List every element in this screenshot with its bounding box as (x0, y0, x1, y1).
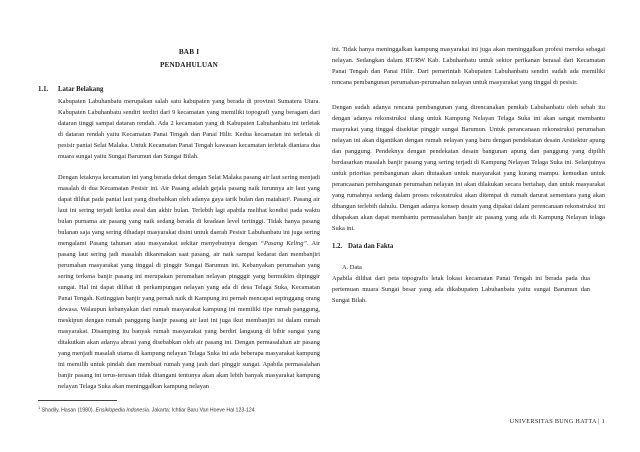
right-paragraph-2: Dengan sudah adanya rencana pembangunan yang direncanakan pemkab Labuhanbatu oleh sebab itu dengan adanya rekonstruksi ulang untuk Kampung Nelayan Telaga Suka ini akan sangat membantu masyrakat yang tinggal disekitar pinggir sungai Barumun. Untuk perancanaan rekonstruksi perumahan nelayan ini akan digantikan dengan rumah nelayan yang baru dengan pendekatan desain Arsitektur apung dan panggung. Pendeknya dengan pendekatan desain bangunan apung dan panggung yang dipilih berdasarkan masalah banjir pasang yang sering terjadi di Kampung Nelayan Telaga Suka ini. Selanjutnya untuk prioritas pembangunan akan diutaakan untuk masyarakat yang kurang mampu. kemudian untuk perancaanan pembangunan perumahan nelayan ini akan dilakukan secara bertahap, dan untuk masyarakat yang rumahnya sedang dalam proses rekonstruksi akan ditempat di rumah darurat sementara yang akan dibangun terlebih dahulu. Dengan adanya konsep desain yang dipakai dalam perencanaan rekonstruksi ini dihapakan akan dapat membantu permasalahan banjir air pasang yang ada di Kampung Nelayan telaga Suka ini. (332, 104, 605, 232)
footnote-separator-line (38, 400, 117, 401)
left-paragraph-2-continued: . Air pasang laut sering jadi masalah dikarenakan saat pasang, air naik sampai kedarat dan membanjiri perumahan masyarakat yang tinggal di pinggir Sungai Barumun ini. Kebanyakan perumahan yang sering terkena banjir pasang ini merupakan perumahan nelayan pingggir yang bermukim dipinggir sungai. Hal ini dapat dilihat di perkampungan nelayan yang ada di desa Telaga Suka, Kecamatan Panai Tengah. Ketinggian banjir yang pernah naik di Kampung ini pernah mencapai sepinggang orang dewasa. Walaupun kebanyakan dari rumah masyarakat kampung ini memiliki tipe rumah panggung, meskipun dengan rumah panggung banjir pasang air laut ini juga ikut membanjiri isi dalam rumah masyarakat. Disamping itu banyak rumah masyarakat yang berdiri langsung di bibir sungai yang ditakutkan akan adanya abrasi yang disebabkan oleh air pasang ini. Dengan permasalahan air pasang yang menjadi masalah utama di kampung nelayan Telaga Suka ini ada beberapa masyarakat kampung ini memilih untuk pindah dan membuat rumah yang jauh dari pinggir sungai. Apabila permasalahan banjir pasang ini terus-terusan tidak ditangani tentunya akan akan lebih banyak masyarakat kampung nelayan Telaga Suka akan meninggalkan kampung nelayan (58, 240, 320, 390)
section-heading-1-1 (38, 84, 320, 95)
chapter-title-line2: PENDAHULUAN (159, 61, 219, 69)
left-column (58, 96, 320, 392)
section-1-2-title: Data dan Fakta (348, 243, 394, 250)
left-paragraph-1: Kabupaten Labuhanbatu merupakan salah satu kabupaten yang berada di provinsi Sumatera Utara. Kabupaten Labuhanbatu sendiri terdiri dari 9 kecamatan yang memiliki topografi yang beragam dari dataran tinggi sampai dataran rendah. Ada 2 kecamatan yang di Kabupaten Labuhanbatu ini terletak di dataran rendah yaitu Kecamatan Panai Tengah dan Panai Hilir. Kedua kecamatan ini terletak di pesisir pantai Selat Malaka. Untuk Kecamatan Panai Tengah kawasan kecamatan terletak diantara dua muara sungai yaitu Sungai Barumun dan Sungai Bilah. (58, 98, 320, 160)
right-column (332, 44, 605, 306)
left-paragraph-2 (58, 172, 320, 392)
section-1-2-number: 1.2. (332, 243, 343, 250)
footnote (38, 404, 338, 415)
page-footer: UNIVERSITAS BUNG HATTA | 1 (509, 418, 605, 425)
footnote-publisher: Jakarta: Ichtiar Baru Van Hoeve Hal 123-124 (150, 407, 255, 414)
list-item-a-data: A. Data (342, 264, 362, 271)
section-heading-1-2 (332, 241, 605, 252)
chapter-title-line1: BAB I (178, 48, 200, 56)
section-1-1-title: Latar Belakang (58, 86, 104, 93)
left-paragraph-2-text: Dengan letaknya kecamatan ini yang berada dekat dengan Selat Malaka pasang air laut sering menjadi masalah di dua Kecamatan Pesisir ini. Air Pasang adalah gejala pasang naik turunnya air laut yang dapat dilihat pada pantai laut yang disebabkan oleh adanya gaya tarik bulan dan matahari¹. Pasang air laut ini sering terjadi ketika awal dan akhir bulan. Terlebih lagi apabila melihat kondisi pada waktu bulan purnama air pasang yang naik sedang berada di keadaan level tertinggi. Tidak hanya pasang bulanan saja yang sering dihadapi masyarakat disini untuk daerah Pesisir Labuhanbatu ini juga sering mengalami Pasang tahunan atau masyarakat sekitar menyebutnya dengan (58, 174, 320, 247)
footnote-text: Shadily, Hasan (1980). (40, 407, 96, 414)
pasang-keling-term: “Pasang Keling” (260, 240, 307, 247)
right-paragraph-3: Apabila dilihat dari peta topografis letak lokasi kecamatan Panai Tengah ini berada pada dua pertemuan muara Sungai besar yang ada dikabupaten Labuhanbatu yaitu sungai Barumun dan Sungai Bilah. (332, 275, 590, 304)
footnote-book-title: Ensiklopedia Indonesia. (95, 407, 151, 414)
footnote-marker: 1 (38, 405, 41, 410)
chapter-title (58, 46, 320, 72)
section-1-1-number: 1.1. (38, 86, 49, 93)
right-paragraph-1: ini. Tidak hanya meninggalkan kampung masyarakat ini juga akan meninggalkan profesi mereka sebagai nelayan. Sedangkan dalam RT/RW Kab. Labuhanbatu untuk sektor perikanan berasal dari Kecamatan Panai Tengah dan Panai Hilir. Dari pemerintah Kabupaten Labuhanbatu sendiri sudah ada memiliki rencana pembangunan perumahan-perumahan nelayan untuk masyarakat yang tinggal di pesisir. (332, 46, 605, 86)
